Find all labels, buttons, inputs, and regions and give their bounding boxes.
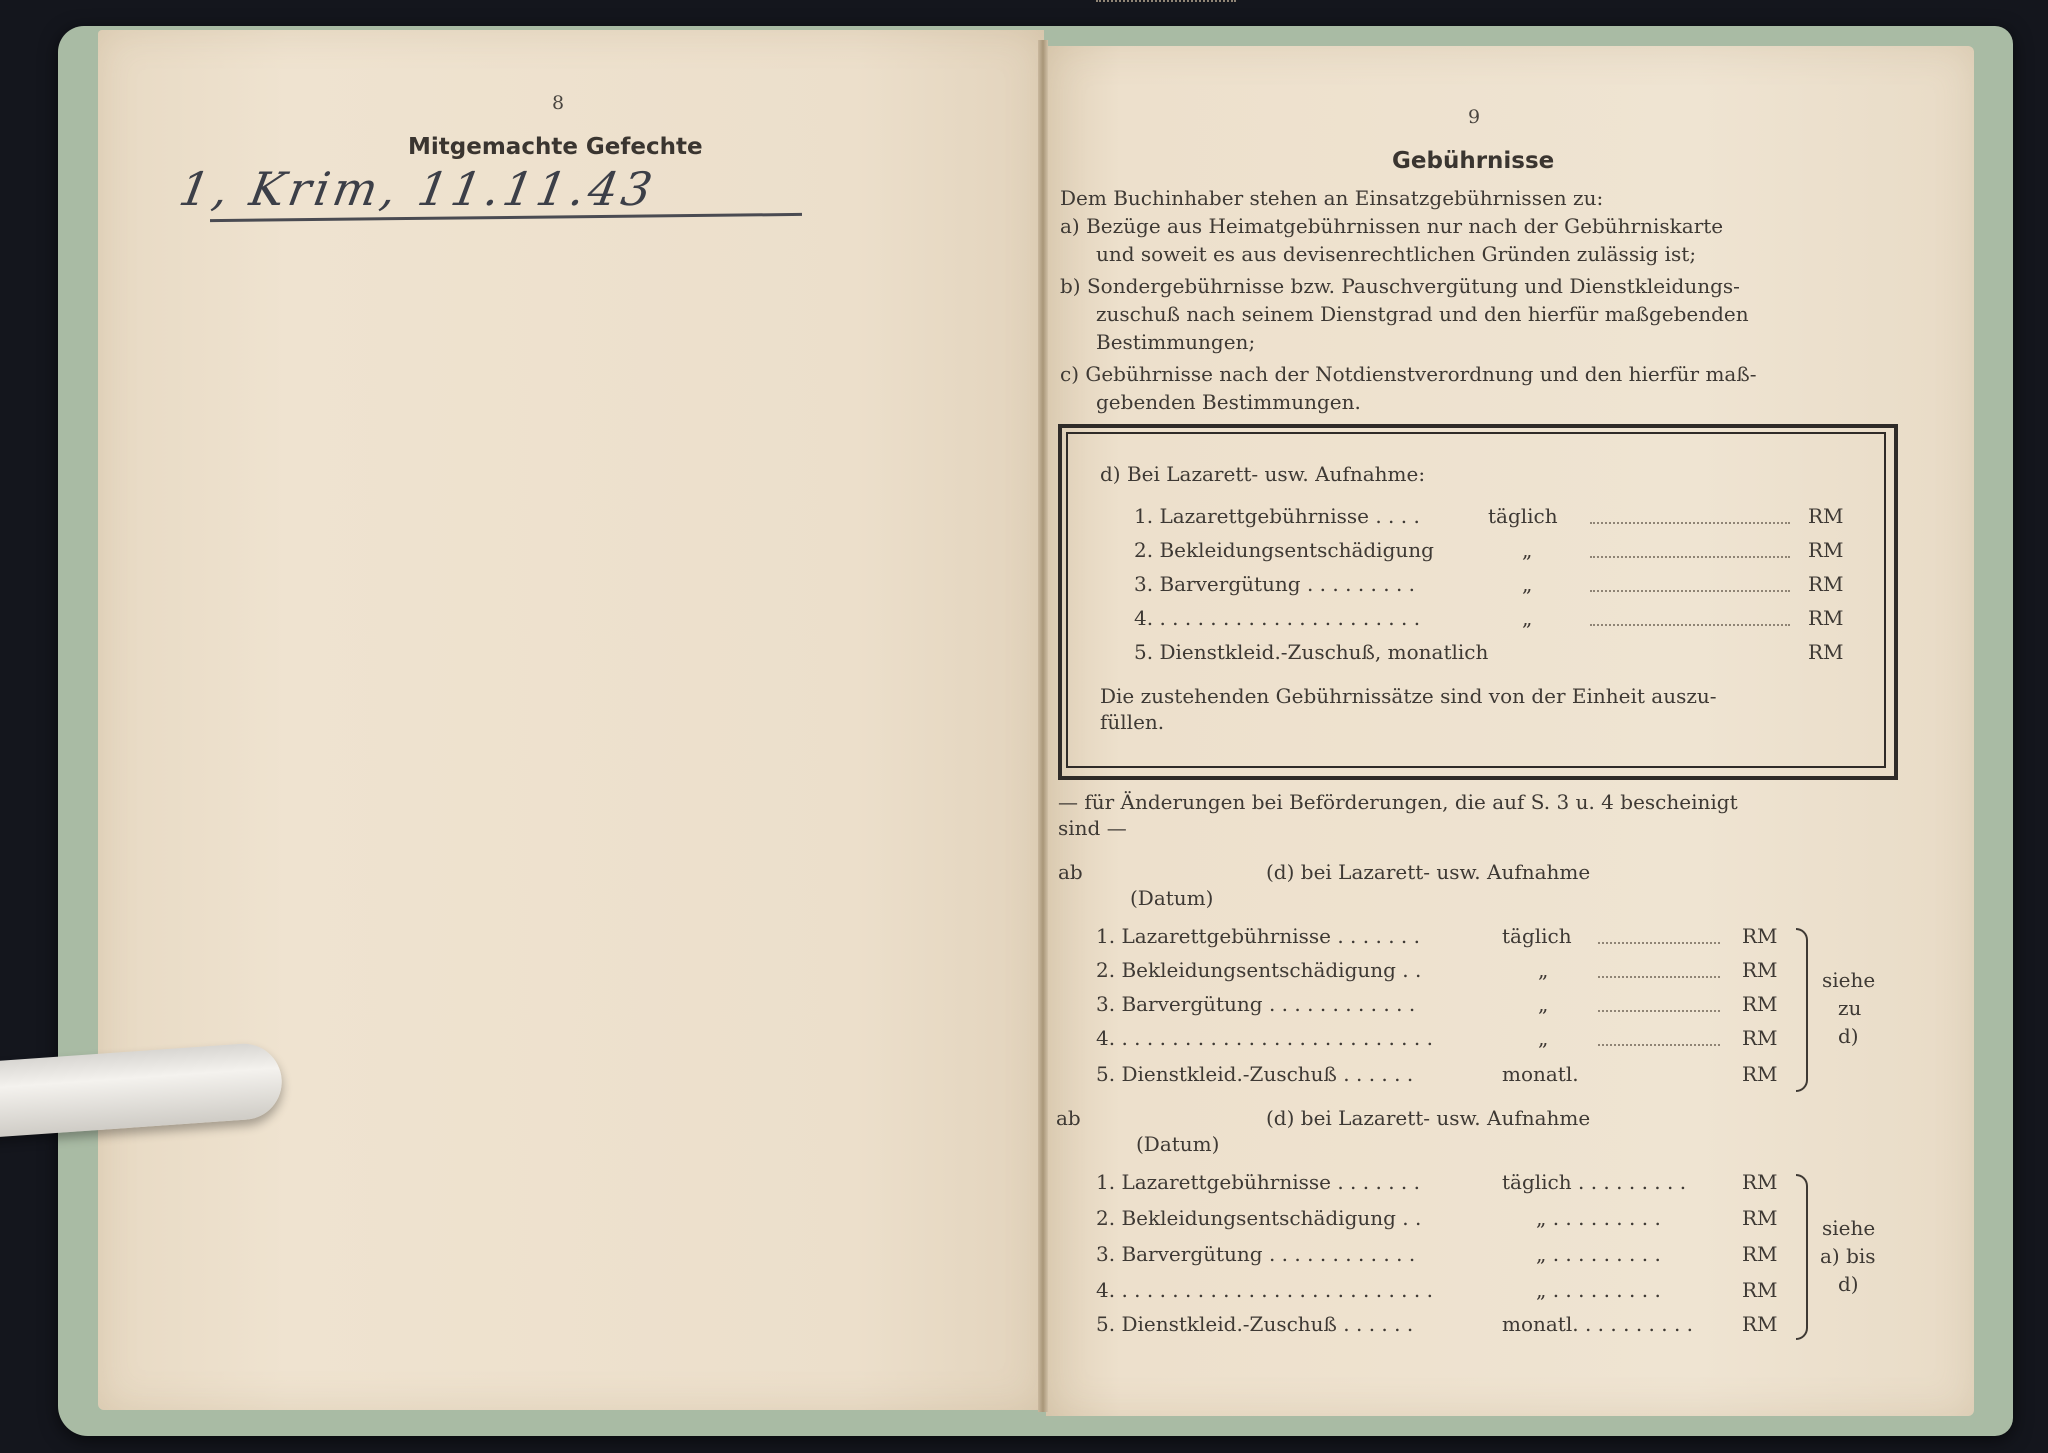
box-row-3-period: „ — [1522, 572, 1533, 596]
section2-note-1: siehe — [1822, 1216, 1876, 1240]
section1-note-3: d) — [1838, 1024, 1859, 1048]
section1-brace — [1796, 928, 1808, 1092]
section2-note-3: d) — [1838, 1272, 1859, 1296]
box-row-1-unit: RM — [1808, 504, 1844, 528]
intro-text: Dem Buchinhaber stehen an Einsatzgebührnissen zu: — [1060, 186, 1604, 210]
section2-note-2: a) bis — [1820, 1244, 1876, 1268]
box-note-line1: Die zustehenden Gebührnissätze sind von der Einheit auszu- — [1100, 684, 1717, 708]
left-page — [98, 30, 1044, 1410]
item-a-line1: a) Bezüge aus Heimatgebührnissen nur nach der Gebührniskarte — [1060, 214, 1724, 238]
section1-row-4-blank — [1598, 1044, 1720, 1046]
section2-row-1-unit: RM — [1742, 1170, 1778, 1194]
box-row-2-label: 2. Bekleidungsentschädigung — [1134, 538, 1434, 562]
section1-row-3-unit: RM — [1742, 992, 1778, 1016]
section1-row-1-period: täglich — [1502, 924, 1572, 948]
section1-row-4-label: 4. . . . . . . . . . . . . . . . . . . . . . . . . . — [1096, 1026, 1433, 1050]
section1-row-5-label: 5. Dienstkleid.-Zuschuß . . . . . . — [1096, 1062, 1414, 1086]
box-row-4-blank — [1590, 624, 1790, 626]
item-b-line2: zuschuß nach seinem Dienstgrad und den hierfür maßgebenden — [1096, 302, 1749, 326]
section1-row-5-period: monatl. — [1502, 1062, 1579, 1086]
box-row-2-period: „ — [1522, 538, 1533, 562]
section1-row-2-blank — [1598, 976, 1720, 978]
section1-note-2: zu — [1838, 996, 1862, 1020]
box-note-line2: füllen. — [1100, 710, 1165, 734]
item-c-line2: gebenden Bestimmungen. — [1096, 390, 1361, 414]
box-row-4-period: „ — [1522, 606, 1533, 630]
item-a-line2: und soweit es aus devisenrechtlichen Gründen zulässig ist; — [1096, 242, 1697, 266]
section2-row-4-period: „ . . . . . . . . . — [1536, 1278, 1661, 1302]
right-page-number: 9 — [1468, 106, 1481, 128]
section2-ab: ab — [1056, 1106, 1081, 1130]
section2-row-4-unit: RM — [1742, 1278, 1778, 1302]
section1-date-blank — [1096, 0, 1236, 2]
item-c-line1: c) Gebührnisse nach der Notdienstverordnung und den hierfür maß- — [1060, 362, 1757, 386]
right-page-heading: Gebührnisse — [1392, 148, 1555, 174]
section2-datum: (Datum) — [1136, 1132, 1220, 1156]
section2-row-5-period: monatl. . . . . . . . . . — [1502, 1312, 1694, 1336]
section2-row-4-label: 4. . . . . . . . . . . . . . . . . . . . . . . . . . — [1096, 1278, 1433, 1302]
box-row-4-label: 4. . . . . . . . . . . . . . . . . . . . . . — [1134, 606, 1421, 630]
section2-row-1-period: täglich . . . . . . . . . — [1502, 1170, 1687, 1194]
changes-line1: — für Änderungen bei Beförderungen, die auf S. 3 u. 4 bescheinigt — [1058, 790, 1738, 814]
section2-row-2-unit: RM — [1742, 1206, 1778, 1230]
section1-row-4-period: „ — [1538, 1026, 1549, 1050]
section1-row-2-label: 2. Bekleidungsentschädigung . . — [1096, 958, 1422, 982]
box-row-1-label: 1. Lazarettgebührnisse . . . . — [1134, 504, 1420, 528]
section1-row-2-period: „ — [1538, 958, 1549, 982]
section1-row-3-period: „ — [1538, 992, 1549, 1016]
changes-line2: sind — — [1058, 816, 1127, 840]
box-row-3-unit: RM — [1808, 572, 1844, 596]
item-b-line3: Bestimmungen; — [1096, 330, 1256, 354]
section1-row-4-unit: RM — [1742, 1026, 1778, 1050]
section2-row-3-label: 3. Barvergütung . . . . . . . . . . . . — [1096, 1242, 1416, 1266]
section1-row-3-blank — [1598, 1010, 1720, 1012]
section1-ab: ab — [1058, 860, 1083, 884]
section2-title: (d) bei Lazarett- usw. Aufnahme — [1266, 1106, 1591, 1130]
section1-row-1-unit: RM — [1742, 924, 1778, 948]
section2-row-3-unit: RM — [1742, 1242, 1778, 1266]
book-gutter — [1038, 40, 1048, 1412]
section2-row-2-label: 2. Bekleidungsentschädigung . . — [1096, 1206, 1422, 1230]
box-row-2-blank — [1590, 556, 1790, 558]
section1-row-1-label: 1. Lazarettgebührnisse . . . . . . . — [1096, 924, 1420, 948]
section2-row-5-unit: RM — [1742, 1312, 1778, 1336]
section2-row-5-label: 5. Dienstkleid.-Zuschuß . . . . . . — [1096, 1312, 1414, 1336]
box-row-2-unit: RM — [1808, 538, 1844, 562]
section1-row-3-label: 3. Barvergütung . . . . . . . . . . . . — [1096, 992, 1416, 1016]
box-row-1-blank — [1590, 522, 1790, 524]
section1-title: (d) bei Lazarett- usw. Aufnahme — [1266, 860, 1591, 884]
box-row-3-label: 3. Barvergütung . . . . . . . . . — [1134, 572, 1416, 596]
box-row-4-unit: RM — [1808, 606, 1844, 630]
box-row-5-label: 5. Dienstkleid.-Zuschuß, monatlich — [1134, 640, 1489, 664]
section2-row-1-label: 1. Lazarettgebührnisse . . . . . . . — [1096, 1170, 1420, 1194]
box-row-1-period: täglich — [1488, 504, 1558, 528]
handwritten-entry: 1, Krim, 11.11.43 — [175, 162, 661, 216]
box-title: d) Bei Lazarett- usw. Aufnahme: — [1100, 462, 1426, 486]
section1-row-1-blank — [1598, 942, 1720, 944]
left-page-number: 8 — [552, 92, 565, 114]
section2-brace — [1796, 1174, 1808, 1340]
box-row-3-blank — [1590, 590, 1790, 592]
box-row-5-unit: RM — [1808, 640, 1844, 664]
item-b-line1: b) Sondergebührnisse bzw. Pauschvergütung und Dienstkleidungs- — [1060, 274, 1740, 298]
section1-note-1: siehe — [1822, 968, 1876, 992]
section2-row-2-period: „ . . . . . . . . . — [1536, 1206, 1661, 1230]
section2-row-3-period: „ . . . . . . . . . — [1536, 1242, 1661, 1266]
section1-datum: (Datum) — [1130, 886, 1214, 910]
section1-row-5-unit: RM — [1742, 1062, 1778, 1086]
left-page-heading: Mitgemachte Gefechte — [408, 134, 703, 160]
section1-row-2-unit: RM — [1742, 958, 1778, 982]
